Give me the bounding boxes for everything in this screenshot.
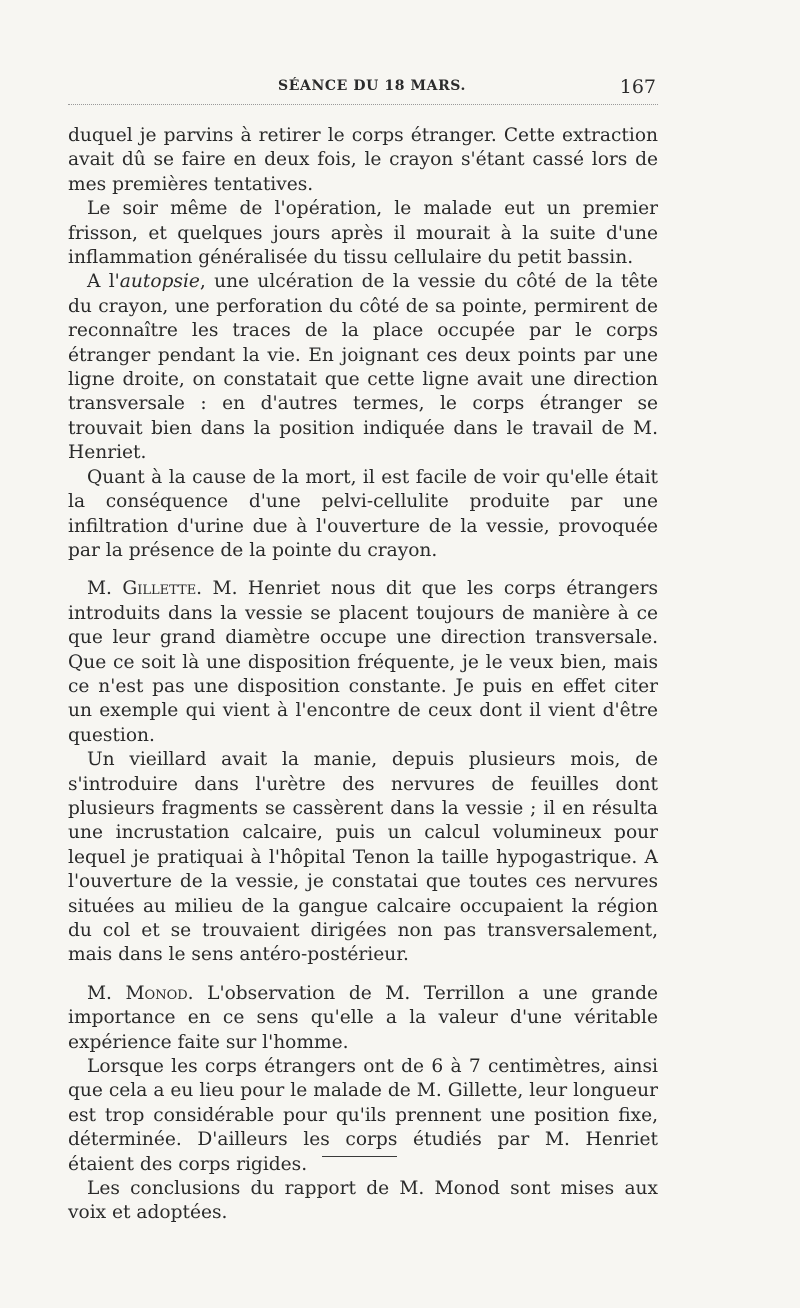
paragraph-text: Un vieillard avait la manie, depuis plusieurs mois, de s'introduire dans l'urètre des nervures de feuilles dont plusieurs fragments se cassèrent dans la vessie ; il en résulta une incrustation calcaire, puis un calcul volumineux pour lequel je pratiquai à l'hôpital Tenon la taille hypogastrique. A l'ouverture de la vessie, je constatai que toutes ces nervures situées au milieu de la gangue calcaire occupaient la région du col et se trouvaient dirigées non pas transversalement, mais dans le sens antéro-postérieur. bbox=[68, 749, 658, 966]
paragraph-text: Quant à la cause de la mort, il est facile de voir qu'elle était la conséquence d'une pelvi-cellulite produite par une infiltration d'urine due à l'ouverture de la vessie, provoquée par la présence de la pointe du crayon. bbox=[68, 466, 658, 561]
page-number: 167 bbox=[619, 76, 656, 98]
running-head bbox=[68, 76, 656, 100]
paragraph bbox=[68, 1055, 658, 1177]
running-title: SÉANCE DU 18 MARS. bbox=[278, 78, 466, 94]
paragraph-text: Lorsque les corps étrangers ont de 6 à 7 centimètres, ainsi que cela a eu lieu pour le malade de M. Gillette, leur longueur est trop considérable pour qu'ils prennent une position fixe, déterminée. D'ailleurs les corps étudiés par M. Henriet étaient des corps rigides. bbox=[68, 1056, 658, 1175]
header-rule bbox=[68, 104, 658, 105]
speaker-name: M. Gillette. bbox=[87, 578, 203, 600]
paragraph-text: M. Henriet nous dit que les corps étrangers introduits dans la vessie se placent toujours de manière à ce que leur grand diamètre occupe une direction transversale. Que ce soit là une disposition fréquente, je le veux bien, mais ce n'est pas une disposition constante. Je puis en effet citer un exemple qui vient à l'encontre de ceux dont il vient d'être question. bbox=[68, 578, 658, 746]
paragraph bbox=[68, 982, 658, 1055]
paragraph bbox=[68, 748, 658, 968]
paragraph bbox=[68, 270, 658, 465]
paragraph-text: , une ulcération de la vessie du côté de la tête du crayon, une perforation du côté de sa pointe, permirent de reconnaître les traces de la place occupée par le corps étranger pendant la vie. En joignant ces deux points par une ligne droite, on constatait que cette ligne avait une direction transversale : en d'autres termes, le corps étranger se trouvait bien dans la position indiquée dans le travail de M. Henriet. bbox=[68, 271, 659, 464]
paragraph-text: L'observation de M. Terrillon a une grande importance en ce sens qu'elle a la valeur d'une véritable expérience faite sur l'homme. bbox=[68, 982, 658, 1053]
body-text bbox=[68, 124, 658, 1226]
paragraph bbox=[68, 577, 658, 748]
section-end-rule bbox=[322, 1156, 397, 1157]
paragraph-text: Les conclusions du rapport de M. Monod sont mises aux voix et adoptées. bbox=[68, 1178, 658, 1224]
speaker-name: M. Monod. bbox=[87, 982, 194, 1004]
paragraph-text: duquel je parvins à retirer le corps étranger. Cette extraction avait dû se faire en deux fois, le crayon s'étant cassé lors de mes premières tentatives. bbox=[68, 125, 658, 195]
paragraph-text: Le soir même de l'opération, le malade eut un premier frisson, et quelques jours après il mourait à la suite d'une inflammation généralisée du tissu cellulaire du petit bassin. bbox=[68, 198, 658, 269]
paragraph bbox=[68, 1177, 658, 1226]
paragraph bbox=[68, 124, 658, 197]
paragraph-prefix: A l' bbox=[87, 271, 120, 293]
paragraph bbox=[68, 466, 658, 564]
emphasis-word: autopsie bbox=[119, 271, 200, 293]
paragraph bbox=[68, 197, 658, 270]
